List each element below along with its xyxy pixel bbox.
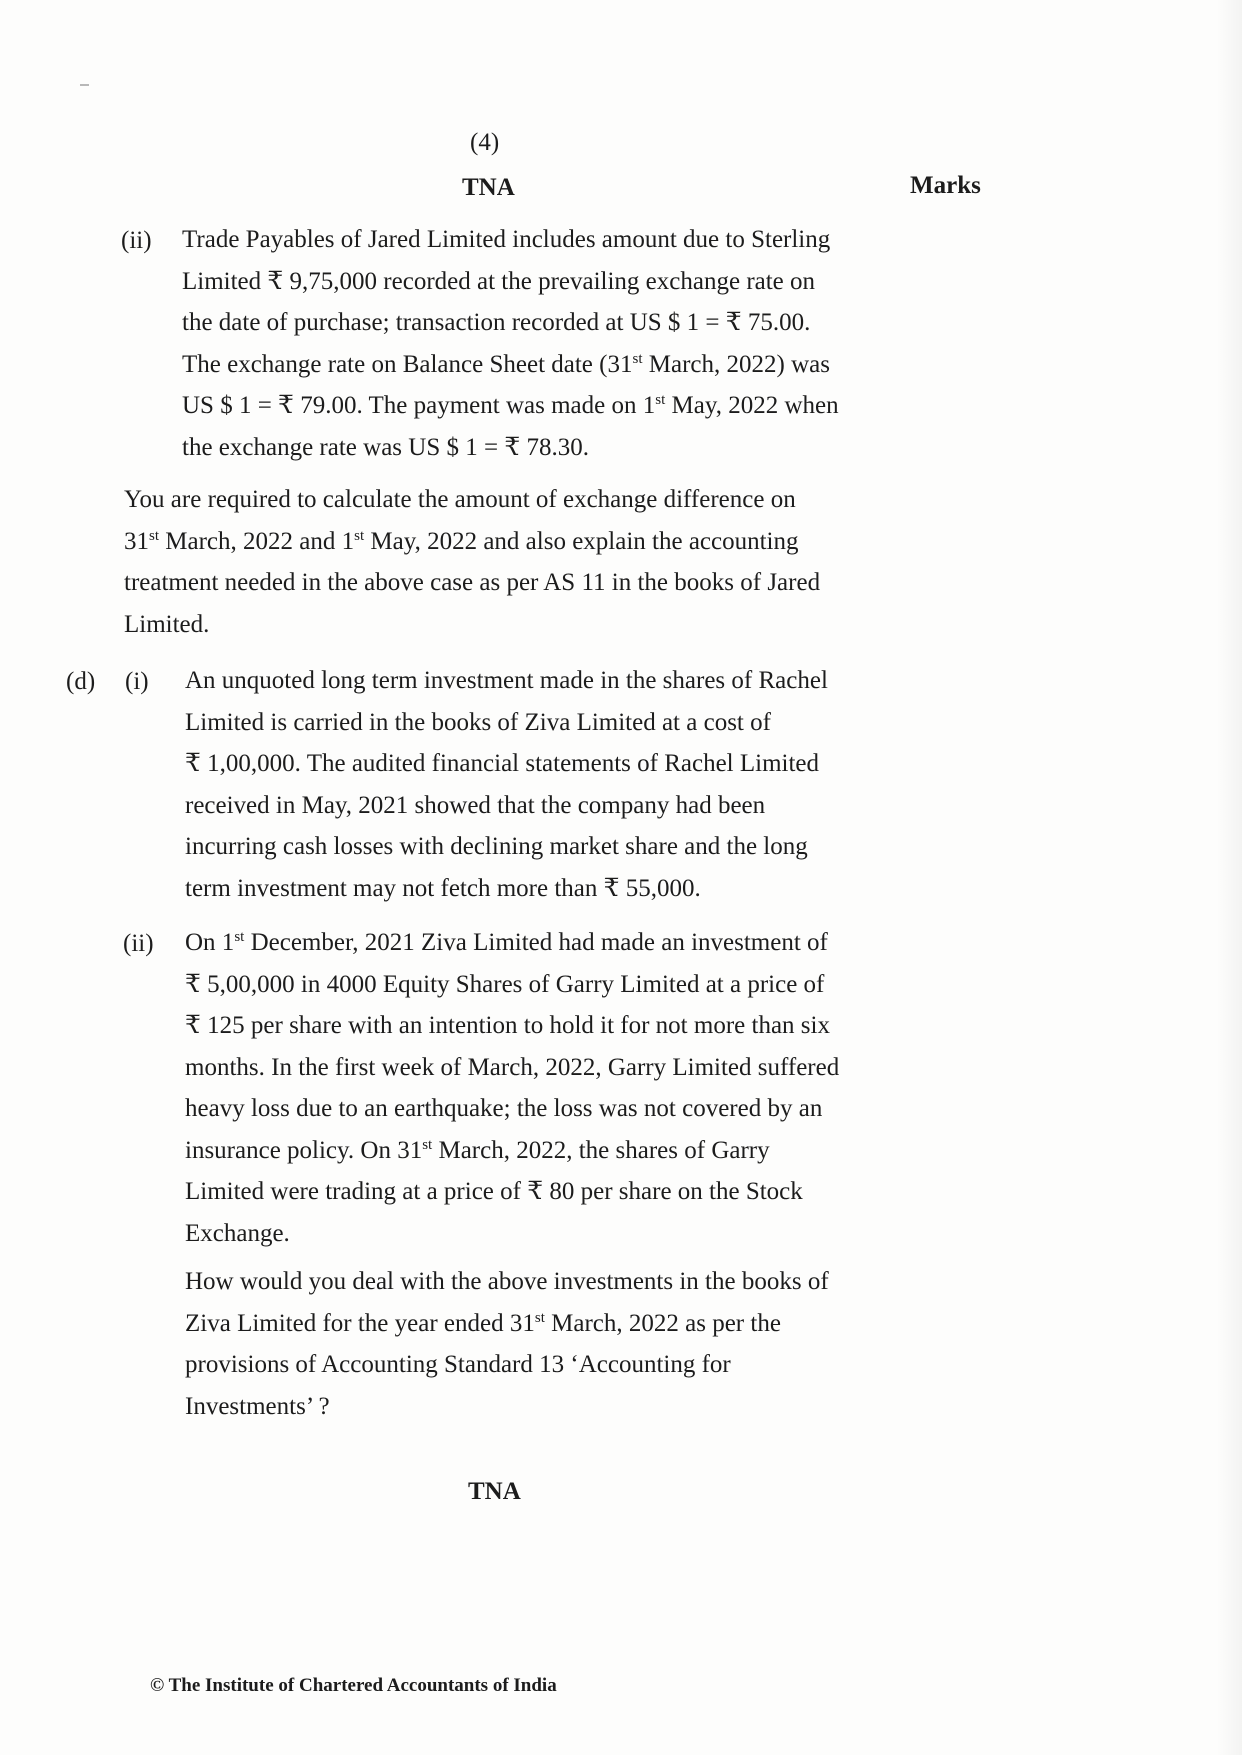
text-line: ₹ 1,00,000. The audited financial statements of Rachel Limited	[185, 750, 820, 777]
question-d-i-text	[185, 660, 898, 909]
text-line: insurance policy. On 31st March, 2022, the shares of Garry	[185, 1136, 770, 1164]
question-label-d: (d)	[66, 668, 96, 695]
text-line: Limited were trading at a price of ₹ 80 per share on the Stock	[185, 1178, 803, 1205]
text-line: months. In the first week of March, 2022, Garry Limited suffered	[185, 1053, 840, 1081]
question-d-ii-text	[185, 922, 898, 1254]
marks-column-label: Marks	[910, 172, 981, 199]
text-line: ₹ 5,00,000 in 4000 Equity Shares of Garry Limited at a price of	[185, 970, 825, 998]
copyright-notice: © The Institute of Chartered Accountants of India	[150, 1675, 557, 1696]
text-line: the exchange rate was US $ 1 = ₹ 78.30.	[182, 433, 589, 461]
text-line: incurring cash losses with declining market share and the long	[185, 833, 808, 860]
text-line: provisions of Accounting Standard 13 ‘Accounting for	[185, 1351, 731, 1378]
text-line: The exchange rate on Balance Sheet date (31st March, 2022) was	[182, 350, 830, 378]
text-line: Limited.	[124, 610, 210, 638]
text-line: ₹ 125 per share with an intention to hold it for not more than six	[185, 1012, 830, 1039]
scan-mark	[80, 84, 89, 86]
text-line: Trade Payables of Jared Limited includes amount due to Sterling	[182, 226, 831, 253]
text-line: How would you deal with the above investments in the books of	[185, 1268, 829, 1295]
scan-shadow	[1216, 0, 1242, 1755]
question-d-requirement	[185, 1261, 898, 1427]
question-c-ii-text	[182, 219, 894, 468]
text-line: You are required to calculate the amount of exchange difference on	[124, 486, 796, 513]
header-section-code: TNA	[462, 174, 515, 201]
text-line: An unquoted long term investment made in the shares of Rachel	[185, 667, 828, 694]
text-line: Exchange.	[185, 1219, 290, 1247]
text-line: Ziva Limited for the year ended 31st March, 2022 as per the	[185, 1309, 781, 1337]
text-line: heavy loss due to an earthquake; the loss was not covered by an	[185, 1095, 823, 1122]
sub-question-label-d-ii: (ii)	[123, 930, 154, 957]
text-line: Limited ₹ 9,75,000 recorded at the prevailing exchange rate on	[182, 267, 816, 295]
page-number: (4)	[470, 129, 500, 156]
sub-question-label-d-i: (i)	[125, 668, 149, 695]
footer-section-code: TNA	[468, 1478, 521, 1505]
text-line: On 1st December, 2021 Ziva Limited had made an investment of	[185, 929, 828, 956]
text-line: Limited is carried in the books of Ziva Limited at a cost of	[185, 708, 771, 736]
text-line: term investment may not fetch more than ₹ 55,000.	[185, 874, 701, 902]
text-line: US $ 1 = ₹ 79.00. The payment was made on 1st May, 2022 when	[182, 392, 839, 419]
text-line: 31st March, 2022 and 1st May, 2022 and also explain the accounting	[124, 527, 799, 555]
sub-question-label-c-ii: (ii)	[121, 227, 152, 254]
question-c-requirement	[124, 479, 894, 645]
text-line: Investments’ ?	[185, 1392, 330, 1420]
text-line: received in May, 2021 showed that the company had been	[185, 791, 766, 819]
text-line: treatment needed in the above case as per AS 11 in the books of Jared	[124, 569, 821, 596]
text-line: the date of purchase; transaction recorded at US $ 1 = ₹ 75.00.	[182, 309, 811, 336]
